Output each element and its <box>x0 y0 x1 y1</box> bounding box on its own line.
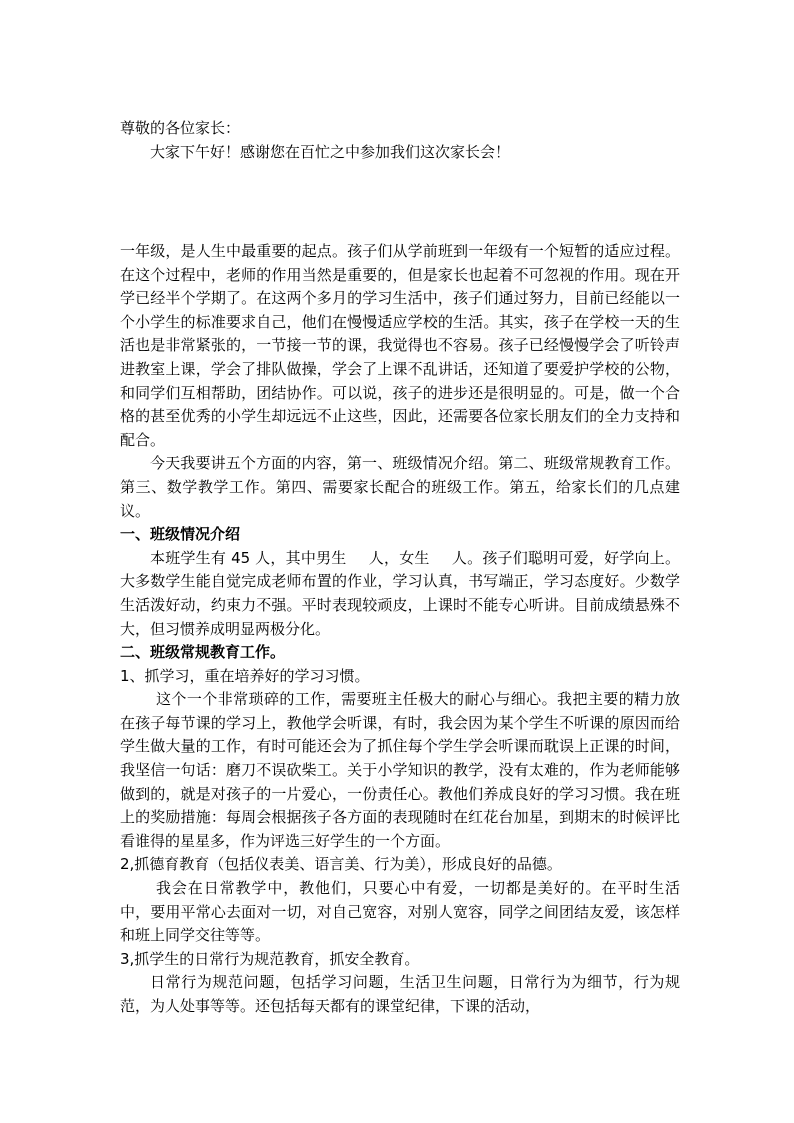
section1-text-b: 人，女生 <box>368 548 430 567</box>
opening-line: 大家下午好！感谢您在百忙之中参加我们这次家长会！ <box>150 143 511 161</box>
section1-text-a: 本班学生有 45 人，其中男生 <box>150 548 347 567</box>
letter-body <box>120 240 680 1019</box>
outline-paragraph: 今天我要讲五个方面的内容，第一、班级情况介绍。第二、班级常规教育工作。第三、数学教学工作。第四、需要家长配合的班级工作。第五，给家长们的几点建议。 <box>120 454 680 520</box>
greeting-block <box>120 116 680 164</box>
section1-heading: 一、班级情况介绍 <box>120 525 241 544</box>
item3-paragraph: 日常行为规范问题，包括学习问题，生活卫生问题，日常行为为细节，行为规范，为人处事等等。还包括每天都有的课堂纪律，下课的活动， <box>120 973 680 1015</box>
salutation: 尊敬的各位家长： <box>120 119 241 137</box>
item1-paragraph: 这个一个非常琐碎的工作，需要班主任极大的耐心与细心。我把主要的精力放在孩子每节课的学习上，教他学会听课，有时，我会因为某个学生不听课的原因而给学生做大量的工作，有时可能还会为了抓住每个学生学会听课而耽误上正课的时间，我坚信一句话：磨刀不误砍柴工。关于小学知识的教学，没有太难的，作为老师能够做到的，就是对孩子的一片爱心，一份责任心。教他们养成良好的学习习惯。我在班上的奖励措施：每周会根据孩子各方面的表现随时在红花台加星，到期末的时候评比看谁得的星星多，作为评选三好学生的一个方面。 <box>120 690 680 850</box>
intro-paragraph: 一年级，是人生中最重要的起点。孩子们从学前班到一年级有一个短暂的适应过程。在这个过程中，老师的作用当然是重要的，但是家长也起着不可忽视的作用。现在开学已经半个学期了。在这两个多月的学习生活中，孩子们通过努力，目前已经能以一个小学生的标准要求自己，他们在慢慢适应学校的生活。其实，孩子在学校一天的生活也是非常紧张的，一节接一节的课，我觉得也不容易。孩子已经慢慢学会了听铃声进教室上课，学会了排队做操，学会了上课不乱讲话，还知道了要爱护学校的公物，和同学们互相帮助，团结协作。可以说，孩子的进步还是很明显的。可是，做一个合格的甚至优秀的小学生却远远不止这些，因此，还需要各位家长朋友们的全力支持和配合。 <box>120 242 680 449</box>
item2-title: 2,抓德育教育（包括仪表美、语言美、行为美），形成良好的品德。 <box>120 855 562 874</box>
section2-heading: 二、班级常规教育工作。 <box>120 643 286 662</box>
item3-title: 3,抓学生的日常行为规范教育，抓安全教育。 <box>120 949 420 968</box>
section1-paragraph <box>120 547 680 641</box>
item1-title: 1、抓学习，重在培养好的学习习惯。 <box>120 666 370 685</box>
section1-text-c: 人。孩子们聪明可爱，好学向上。大多数学生能自觉完成老师布置的作业，学习认真，书写端正，学习态度好。少数学生活泼好动，约束力不强。平时表现较顽皮，上课时不能专心听讲。目前成绩悬殊不大，但习惯养成明显两极分化。 <box>120 548 680 638</box>
item2-paragraph: 我会在日常教学中，教他们，只要心中有爱，一切都是美好的。在平时生活中，要用平常心去面对一切，对自己宽容，对别人宽容，同学之间团结友爱，该怎样和班上同学交往等等。 <box>120 879 680 945</box>
